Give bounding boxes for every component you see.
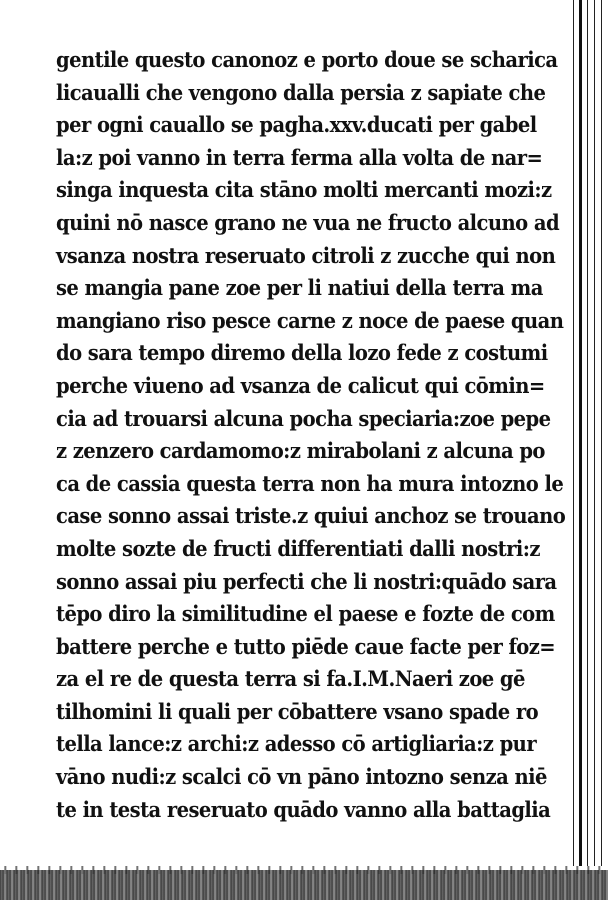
- text-line: mangiano riso pesce carne z noce de paese quan: [56, 307, 564, 333]
- text-line: sonno assai piu perfecti che li nostri:quādo sara: [56, 568, 557, 594]
- text-line: licaualli che vengono dalla persia z sapiate che: [56, 79, 546, 105]
- page-bottom-smudge: [0, 870, 608, 900]
- text-line: tilhomini li quali per cōbattere vsano spade ro: [56, 698, 539, 724]
- text-line: ca de cassia questa terra non ha mura intozno le: [56, 470, 564, 496]
- text-line: molte sozte de fructi differentiati dalli nostri:z: [56, 535, 540, 561]
- text-line: vsanza nostra reseruato citroli z zucche qui non: [56, 242, 556, 268]
- text-line: z zenzero cardamomo:z mirabolani z alcuna po: [56, 438, 545, 464]
- text-line: do sara tempo diremo della lozo fede z costumi: [56, 340, 548, 366]
- text-line: perche viueno ad vsanza de calicut qui cōmin=: [56, 372, 545, 398]
- page-stack-edge: [570, 0, 608, 872]
- text-line: gentile questo canonoz e porto doue se scharica: [56, 47, 558, 72]
- text-line: vāno nudi:z scalci cō vn pāno intozno senza niē: [56, 764, 547, 790]
- text-line: cia ad trouarsi alcuna pocha speciaria:zoe pepe: [56, 405, 551, 431]
- text-line: tēpo diro la similitudine el paese e fozte de com: [56, 601, 555, 627]
- text-line: la:z poi vanno in terra ferma alla volta de nar=: [56, 144, 543, 170]
- binding-edge-line: [579, 0, 582, 872]
- text-line: za el re de questa terra si fa.I.M.Naeri zoe gē: [56, 666, 525, 692]
- text-line: te in testa reseruato quādo vanno alla battaglia: [56, 796, 551, 822]
- text-block: [56, 44, 566, 826]
- text-line: singa inquesta cita stāno molti mercanti mozi:z: [56, 177, 552, 203]
- text-line: case sonno assai triste.z quiui anchoz se trouano: [56, 503, 566, 529]
- text-line: se mangia pane zoe per li natiui della terra ma: [56, 275, 543, 301]
- text-line: per ogni cauallo se pagha.xxv.ducati per gabel: [56, 112, 537, 138]
- text-line: quini nō nasce grano ne vua ne fructo alcuno ad: [56, 209, 560, 235]
- text-line: tella lance:z archi:z adesso cō artigliaria:z pur: [56, 731, 537, 757]
- text-line: battere perche e tutto piēde caue facte per foz=: [56, 633, 556, 659]
